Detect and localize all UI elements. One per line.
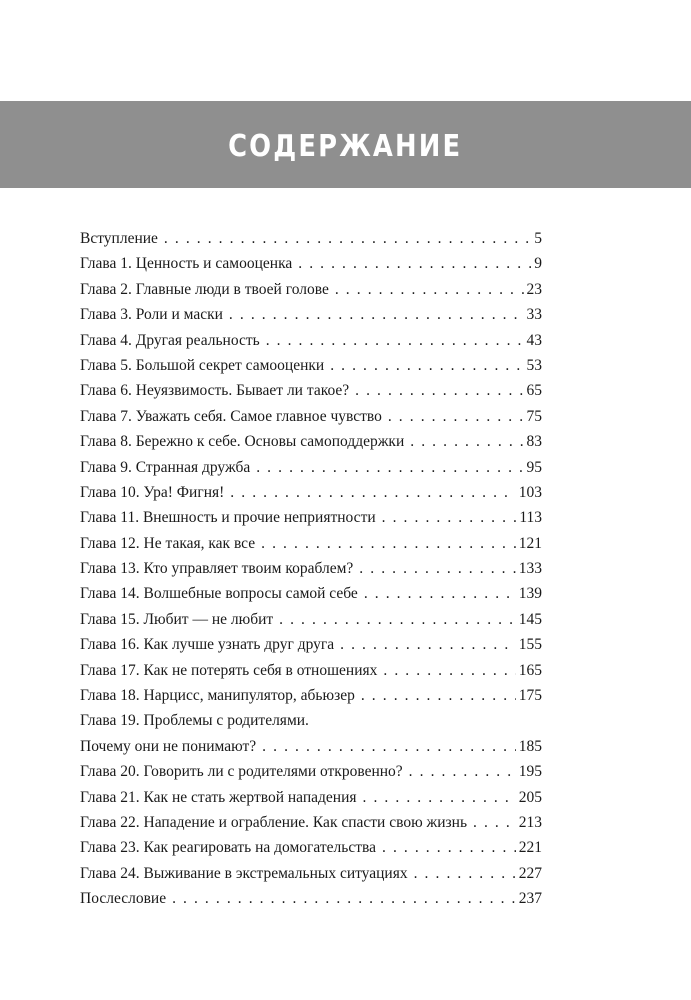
dot-leader	[359, 556, 515, 581]
toc-entry-title: Глава 4. Другая реальность	[80, 331, 260, 349]
toc-entry[interactable]	[80, 607, 542, 632]
toc-entry[interactable]	[80, 455, 542, 480]
toc-entry-title: Глава 20. Говорить ли с родителями откровенно?	[80, 763, 403, 781]
toc-entry-title: Глава 3. Роли и маски	[80, 306, 223, 324]
dot-leader	[330, 353, 523, 378]
dot-leader	[364, 581, 516, 606]
toc-entry[interactable]	[80, 581, 542, 606]
toc-entry[interactable]	[80, 302, 542, 327]
dot-leader	[473, 810, 516, 835]
toc-entry-page: 33	[526, 306, 542, 324]
toc-entry-page: 83	[526, 433, 542, 451]
dot-leader	[382, 835, 516, 860]
toc-entry-title: Глава 13. Кто управляет твоим кораблем?	[80, 560, 354, 578]
dot-leader	[363, 785, 516, 810]
toc-entry-title: Глава 21. Как не стать жертвой нападения	[80, 788, 357, 806]
dot-leader	[298, 251, 531, 276]
toc-entry-page: 205	[518, 788, 542, 806]
toc-entry-page: 227	[518, 864, 542, 882]
toc-entry-title: Глава 2. Главные люди в твоей голове	[80, 280, 329, 298]
dot-leader	[355, 378, 523, 403]
toc-entry-page: 9	[534, 255, 542, 273]
toc-entry-title: Глава 6. Неуязвимость. Бывает ли такое?	[80, 382, 350, 400]
toc-entry-title: Глава 15. Любит — не любит	[80, 610, 274, 628]
dot-leader	[335, 277, 524, 302]
toc-entry-page: 221	[518, 839, 542, 857]
dot-leader	[229, 302, 524, 327]
toc-entry[interactable]	[80, 658, 542, 683]
toc-entry[interactable]	[80, 632, 542, 657]
dot-leader	[279, 607, 516, 632]
toc-entry[interactable]	[80, 556, 542, 581]
toc-entry-title: Глава 10. Ура! Фигня!	[80, 483, 225, 501]
toc-entry-page: 103	[518, 483, 542, 501]
toc-entry-title: Глава 23. Как реагировать на домогательства	[80, 839, 376, 857]
toc-entry-title: Послесловие	[80, 890, 167, 908]
toc-entry[interactable]	[80, 404, 542, 429]
dot-leader	[383, 658, 515, 683]
toc-entry-title: Глава 14. Волшебные вопросы самой себе	[80, 585, 358, 603]
toc-entry[interactable]	[80, 226, 542, 251]
toc-entry-page: 75	[526, 407, 542, 425]
toc-entry-title: Глава 16. Как лучше узнать друг друга	[80, 636, 335, 654]
toc-entry-title: Глава 12. Не такая, как все	[80, 534, 256, 552]
toc-entry-page: 185	[518, 737, 542, 755]
toc-entry-title: Глава 7. Уважать себя. Самое главное чувство	[80, 407, 382, 425]
toc-entry-page: 139	[518, 585, 542, 603]
toc-entry-page: 53	[526, 356, 542, 374]
dot-leader	[172, 886, 516, 911]
toc-entry-title: Глава 5. Большой секрет самооценки	[80, 356, 325, 374]
toc-entry[interactable]	[80, 810, 542, 835]
toc-entry-title: Глава 9. Странная дружба	[80, 458, 251, 476]
toc-entry[interactable]	[80, 251, 542, 276]
toc-entry[interactable]	[80, 277, 542, 302]
dot-leader	[266, 328, 524, 353]
dot-leader	[261, 531, 516, 556]
toc-entry-title: Глава 19. Проблемы с родителями.	[80, 712, 309, 730]
dot-leader	[164, 226, 531, 251]
toc-entry[interactable]	[80, 429, 542, 454]
dot-leader	[388, 404, 524, 429]
dot-leader	[361, 683, 516, 708]
toc-entry-page: 155	[518, 636, 542, 654]
dot-leader	[382, 505, 517, 530]
toc-entry-page: 113	[519, 509, 542, 527]
toc-entry-line1[interactable]	[80, 708, 542, 733]
toc-entry[interactable]	[80, 328, 542, 353]
toc-entry-page: 95	[526, 458, 542, 476]
toc-entry-page: 23	[526, 280, 542, 298]
toc-entry-page: 65	[526, 382, 542, 400]
table-of-contents	[80, 226, 542, 912]
toc-entry[interactable]	[80, 531, 542, 556]
toc-entry[interactable]	[80, 734, 542, 759]
toc-entry-page: 145	[518, 610, 542, 628]
toc-entry-page: 175	[518, 687, 542, 705]
dot-leader	[340, 632, 516, 657]
toc-entry[interactable]	[80, 759, 542, 784]
toc-entry-title-line2: Почему они не понимают?	[80, 737, 257, 755]
toc-entry-title: Глава 11. Внешность и прочие неприятности	[80, 509, 376, 527]
header-banner	[0, 101, 691, 188]
toc-entry-title: Глава 24. Выживание в экстремальных ситуациях	[80, 864, 408, 882]
toc-entry-title: Глава 1. Ценность и самооценка	[80, 255, 293, 273]
dot-leader	[410, 429, 523, 454]
toc-entry[interactable]	[80, 505, 542, 530]
toc-entry[interactable]	[80, 886, 542, 911]
toc-entry-page: 133	[518, 560, 542, 578]
toc-entry-page: 121	[518, 534, 542, 552]
toc-entry-page: 5	[534, 230, 542, 247]
dot-leader	[262, 734, 516, 759]
toc-entry[interactable]	[80, 378, 542, 403]
toc-entry-page: 165	[518, 661, 542, 679]
toc-entry[interactable]	[80, 861, 542, 886]
toc-entry-title: Глава 17. Как не потерять себя в отношениях	[80, 661, 378, 679]
dot-leader	[230, 480, 515, 505]
toc-entry-page: 237	[518, 890, 542, 908]
toc-entry[interactable]	[80, 835, 542, 860]
toc-entry-title: Вступление	[80, 230, 158, 247]
page-title: СОДЕРЖАНИЕ	[228, 129, 463, 164]
toc-entry-title: Глава 8. Бережно к себе. Основы самоподдержки	[80, 433, 405, 451]
toc-entry[interactable]	[80, 785, 542, 810]
toc-entry[interactable]	[80, 683, 542, 708]
dot-leader	[256, 455, 523, 480]
toc-entry-page: 195	[518, 763, 542, 781]
toc-entry-page: 213	[518, 813, 542, 831]
dot-leader	[414, 861, 516, 886]
dot-leader	[409, 759, 516, 784]
toc-entry-title: Глава 22. Нападение и ограбление. Как спасти свою жизнь	[80, 813, 468, 831]
toc-entry-title: Глава 18. Нарцисс, манипулятор, абьюзер	[80, 687, 355, 705]
toc-entry-page: 43	[526, 331, 542, 349]
toc-entry[interactable]	[80, 480, 542, 505]
toc-entry[interactable]	[80, 353, 542, 378]
